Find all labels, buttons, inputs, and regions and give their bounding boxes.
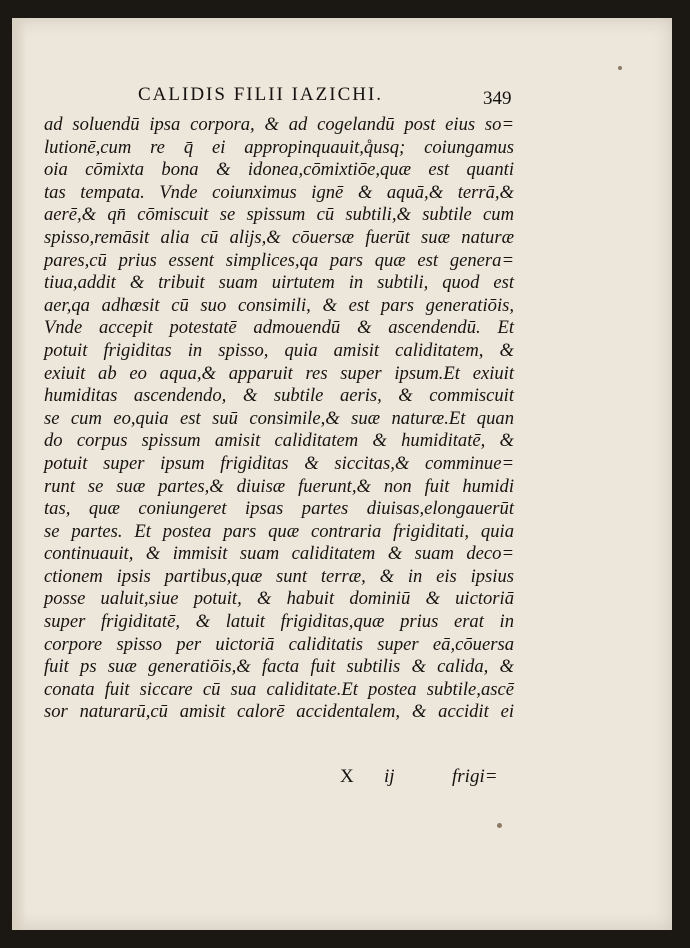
running-head: CALIDIS FILII IAZICHI. [138,84,384,105]
text-line: sor naturarū,cū amisit calorē accidentalem, & accidit ei [44,701,514,723]
text-line: oia cōmixta bona & idonea,cōmixtiōe,quæ est quanti [44,159,514,181]
text-line: ctionem ipsis partibus,quæ sunt terræ, & in eis ipsius [44,565,514,587]
text-line: ad soluendū ipsa corpora, & ad cogelandū post eius so= [44,114,514,135]
text-line: exiuit ab eo aqua,& apparuit res super ipsum.Et exiuit [44,362,514,384]
text-line: super frigiditatē, & latuit frigiditas,quæ prius erat in [44,611,514,633]
text-line: se cum eo,quia est suū consimile,& suæ naturæ.Et quan [44,407,514,429]
paper-spot [618,66,622,70]
text-line: aerē,& qn̄ cōmiscuit se spissum cū subtili,& subtile cum [44,204,514,226]
text-line: se partes. Et postea pars quæ contraria frigiditati, quia [44,520,514,542]
text-line: continuauit, & immisit suam caliditatem & suam deco= [44,543,514,565]
text-line: potuit frigiditas in spisso, quia amisit caliditatem, & [44,339,514,361]
text-line: fuit ps suæ generatiōis,& facta fuit subtilis & calida, & [44,656,514,678]
text-line: corpore spisso per uictoriā caliditatis super eā,cōuersa [44,633,514,655]
page-gutter-shadow [12,18,26,930]
page-number: 349 [483,88,512,109]
text-line: aer,qa adhæsit cū suo consimili, & est pars generatiōis, [44,294,514,316]
text-line: spisso,remāsit alia cū alijs,& cōuersæ fuerūt suæ naturæ [44,226,514,248]
text-line: tiua,addit & tribuit suam uirtutem in subtili, quod est [44,272,514,294]
text-line: potuit super ipsum frigiditas & siccitas,& comminue= [44,452,514,474]
text-line: pares,cū prius essent simplices,qa pars quæ est genera= [44,249,514,271]
text-line: humiditas ascendendo, & subtile aeris, & commiscuit [44,385,514,407]
text-line: Vnde accepit potestatē admouendū & ascendendū. Et [44,317,514,339]
paper-spot [497,823,502,828]
text-line: do corpus spissum amisit caliditatem & humiditatē, & [44,430,514,452]
signature-letter: X [340,766,354,787]
text-line: tas, quæ coniungeret ipsas partes diuisas,elongauerūt [44,498,514,520]
text-line: tas tempata. Vnde coiunximus ignē & aquā,& terrā,& [44,181,514,203]
text-line: lutionē,cum re q̄ ei appropinquauit,q̊usq; coiungamus [44,136,514,158]
text-line: conata fuit siccare cū sua caliditate.Et postea subtile,ascē [44,678,514,700]
text-line: posse ualuit,siue potuit, & habuit dominiū & uictoriā [44,588,514,610]
body-text [44,114,514,724]
signature-number: ij [384,766,395,787]
catchword: frigi= [452,766,498,787]
text-line: runt se suæ partes,& diuisæ fuerunt,& non fuit humidi [44,475,514,497]
